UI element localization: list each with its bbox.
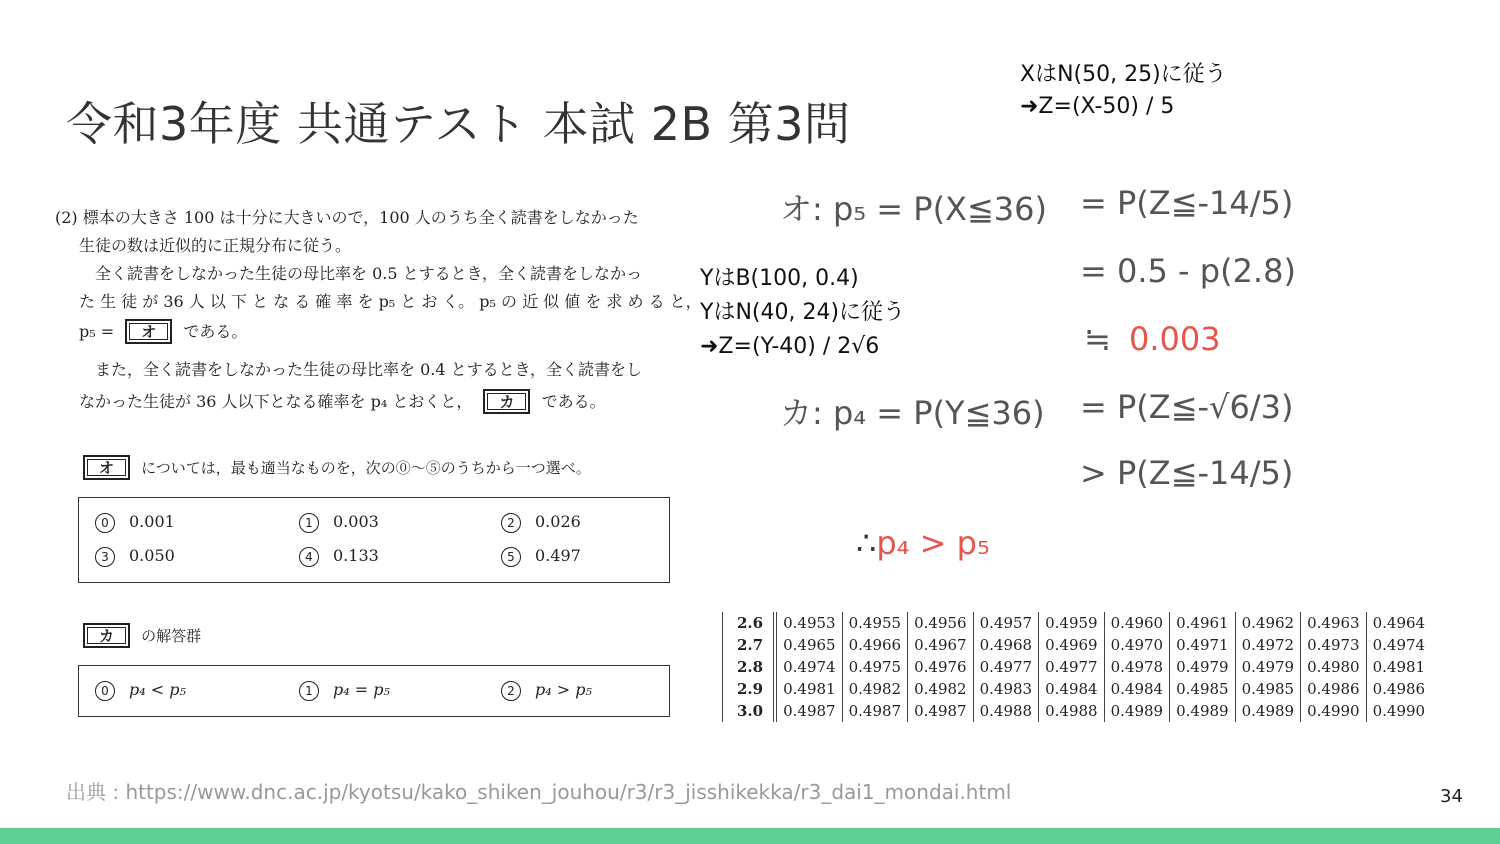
table-cell: 0.4982 <box>908 678 974 700</box>
table-cell: 0.4975 <box>842 656 908 678</box>
table-row <box>723 678 1432 700</box>
table-row <box>723 700 1432 722</box>
eq-o-r2: = 0.5 - p(2.8) <box>1080 252 1296 290</box>
choice-number-icon: 2 <box>501 513 521 533</box>
choice-value: 0.497 <box>535 546 581 565</box>
choice-number-icon: 4 <box>299 547 319 567</box>
ka-instruction <box>83 623 201 648</box>
conclusion-text: p₄ > p₅ <box>876 524 990 562</box>
table-row <box>723 634 1432 656</box>
z-value-cell: 3.0 <box>723 700 776 722</box>
choice-value: 0.003 <box>333 512 379 531</box>
choice-value: p₄ = p₅ <box>333 680 390 699</box>
ka-instruction-text: の解答群 <box>141 627 202 645</box>
choice-value: 0.050 <box>129 546 175 565</box>
table-cell: 0.4981 <box>775 678 842 700</box>
source-citation: 出典 : https://www.dnc.ac.jp/kyotsu/kako_shiken_jouhou/r3/r3_jisshikekka/r3_dai1_mondai.html <box>66 780 1012 804</box>
table-cell: 0.4990 <box>1366 700 1431 722</box>
choice-item <box>95 680 186 701</box>
table-cell: 0.4987 <box>842 700 908 722</box>
table-cell: 0.4966 <box>842 634 908 656</box>
table-cell: 0.4982 <box>842 678 908 700</box>
table-cell: 0.4989 <box>1235 700 1301 722</box>
table-cell: 0.4986 <box>1301 678 1367 700</box>
problem-line: た 生 徒 が 36 人 以 下 と な る 確 率 を p₅ と お く。 p₅ の 近 似 値 を 求 め る と， <box>79 292 702 311</box>
answer-box-o-ref: オ <box>83 455 130 480</box>
table-cell: 0.4977 <box>1039 656 1105 678</box>
choice-value: 0.001 <box>129 512 175 531</box>
table-cell: 0.4961 <box>1170 612 1236 634</box>
choice-value: 0.133 <box>333 546 379 565</box>
table-cell: 0.4960 <box>1104 612 1170 634</box>
table-cell: 0.4959 <box>1039 612 1105 634</box>
table-cell: 0.4978 <box>1104 656 1170 678</box>
table-cell: 0.4955 <box>842 612 908 634</box>
table-row <box>723 612 1432 634</box>
table-cell: 0.4973 <box>1301 634 1367 656</box>
table-cell: 0.4953 <box>775 612 842 634</box>
table-cell: 0.4983 <box>973 678 1039 700</box>
answer-box-ka-ref: カ <box>83 623 130 648</box>
choice-item <box>299 512 379 533</box>
table-row <box>723 656 1432 678</box>
note-line: YはB(100, 0.4) <box>700 266 859 291</box>
table-cell: 0.4976 <box>908 656 974 678</box>
problem-suffix: である。 <box>183 322 248 341</box>
table-cell: 0.4977 <box>973 656 1039 678</box>
eq-ka-lhs-text: : p₄ = P(Y≦36) <box>812 394 1045 432</box>
choice-item <box>95 512 175 533</box>
table-cell: 0.4986 <box>1366 678 1431 700</box>
choice-value: 0.026 <box>535 512 581 531</box>
problem-line: 全く読書をしなかった生徒の母比率を 0.5 とするとき，全く読書をしなかっ <box>79 264 642 283</box>
table-cell: 0.4988 <box>973 700 1039 722</box>
p5-label: p₅ = <box>79 322 115 341</box>
table-cell: 0.4962 <box>1235 612 1301 634</box>
normal-distribution-table <box>722 612 1431 722</box>
choice-number-icon: 5 <box>501 547 521 567</box>
table-cell: 0.4979 <box>1235 656 1301 678</box>
z-value-cell: 2.7 <box>723 634 776 656</box>
table-cell: 0.4987 <box>908 700 974 722</box>
choice-item <box>501 546 581 567</box>
eq-ka-r2: > P(Z≦-14/5) <box>1080 454 1294 492</box>
problem-line: 生徒の数は近似的に正規分布に従う。 <box>79 236 352 255</box>
problem-line: また，全く読書をしなかった生徒の母比率を 0.4 とするとき，全く読書をし <box>79 360 642 379</box>
note-y-distribution <box>700 262 905 364</box>
problem-image <box>55 195 702 735</box>
table-cell: 0.4989 <box>1104 700 1170 722</box>
table-cell: 0.4974 <box>775 656 842 678</box>
o-instruction <box>83 455 591 480</box>
table-cell: 0.4988 <box>1039 700 1105 722</box>
bottom-accent-bar <box>0 828 1500 844</box>
choice-item <box>95 546 175 567</box>
choice-item <box>299 680 390 701</box>
note-line: YはN(40, 24)に従う <box>700 300 906 325</box>
eq-o-r3 <box>1084 320 1221 358</box>
choice-value: p₄ > p₅ <box>535 680 592 699</box>
eq-ka-lhs <box>780 388 1045 434</box>
choice-number-icon: 0 <box>95 513 115 533</box>
table-cell: 0.4969 <box>1039 634 1105 656</box>
therefore-symbol: ∴ <box>856 524 877 562</box>
eq-ka-label: カ <box>780 394 813 432</box>
choice-item <box>501 512 581 533</box>
eq-o-r1: = P(Z≦-14/5) <box>1080 184 1294 222</box>
table-cell: 0.4979 <box>1170 656 1236 678</box>
conclusion <box>856 524 990 562</box>
o-choices-box <box>78 497 670 583</box>
choice-number-icon: 0 <box>95 681 115 701</box>
o-instruction-text: については，最も適当なものを，次の⓪～⑤のうちから一つ選べ。 <box>141 459 591 477</box>
note-line: ➜Z=(Y-40) / 2√6 <box>700 334 880 359</box>
table-cell: 0.4965 <box>775 634 842 656</box>
table-cell: 0.4984 <box>1104 678 1170 700</box>
table-cell: 0.4980 <box>1301 656 1367 678</box>
choice-number-icon: 1 <box>299 681 319 701</box>
table-cell: 0.4956 <box>908 612 974 634</box>
z-value-cell: 2.6 <box>723 612 776 634</box>
problem-suffix: である。 <box>541 392 606 411</box>
table-cell: 0.4974 <box>1366 634 1431 656</box>
table-cell: 0.4968 <box>973 634 1039 656</box>
table-cell: 0.4957 <box>973 612 1039 634</box>
eq-o-lhs <box>780 184 1047 230</box>
table-cell: 0.4964 <box>1366 612 1431 634</box>
slide-title: 令和3年度 共通テスト 本試 2B 第3問 <box>66 97 851 151</box>
choice-number-icon: 1 <box>299 513 319 533</box>
note-line: ➜Z=(X-50) / 5 <box>1020 94 1175 119</box>
table-cell: 0.4972 <box>1235 634 1301 656</box>
answer-box-ka: カ <box>483 389 530 414</box>
table-cell: 0.4971 <box>1170 634 1236 656</box>
choice-item <box>501 680 592 701</box>
table-cell: 0.4984 <box>1039 678 1105 700</box>
z-value-cell: 2.8 <box>723 656 776 678</box>
eq-ka-r1: = P(Z≦-√6/3) <box>1080 388 1294 426</box>
table-cell: 0.4970 <box>1104 634 1170 656</box>
ka-choices-box <box>78 665 670 717</box>
problem-line-o <box>79 319 247 344</box>
choice-number-icon: 2 <box>501 681 521 701</box>
table-cell: 0.4967 <box>908 634 974 656</box>
table-cell: 0.4981 <box>1366 656 1431 678</box>
page-number: 34 <box>1440 786 1463 807</box>
answer-box-o: オ <box>125 319 172 344</box>
problem-line: (2) 標本の大きさ 100 は十分に大きいので，100 人のうち全く読書をしなかった <box>55 208 639 227</box>
table-cell: 0.4963 <box>1301 612 1367 634</box>
choice-number-icon: 3 <box>95 547 115 567</box>
problem-text: なかった生徒が 36 人以下となる確率を p₄ とおくと， <box>79 392 473 411</box>
note-line: XはN(50, 25)に従う <box>1020 62 1227 87</box>
table-cell: 0.4987 <box>775 700 842 722</box>
table-cell: 0.4989 <box>1170 700 1236 722</box>
note-x-distribution <box>1020 58 1227 124</box>
choice-item <box>299 546 379 567</box>
eq-o-lhs-text: : p₅ = P(X≦36) <box>812 190 1047 228</box>
answer-value: 0.003 <box>1129 320 1221 358</box>
eq-o-label: オ <box>780 190 813 228</box>
z-value-cell: 2.9 <box>723 678 776 700</box>
problem-line-ka <box>79 389 606 414</box>
table-cell: 0.4985 <box>1170 678 1236 700</box>
table-cell: 0.4985 <box>1235 678 1301 700</box>
approx-symbol: ≒ <box>1084 320 1111 358</box>
table-cell: 0.4990 <box>1301 700 1367 722</box>
choice-value: p₄ < p₅ <box>129 680 186 699</box>
